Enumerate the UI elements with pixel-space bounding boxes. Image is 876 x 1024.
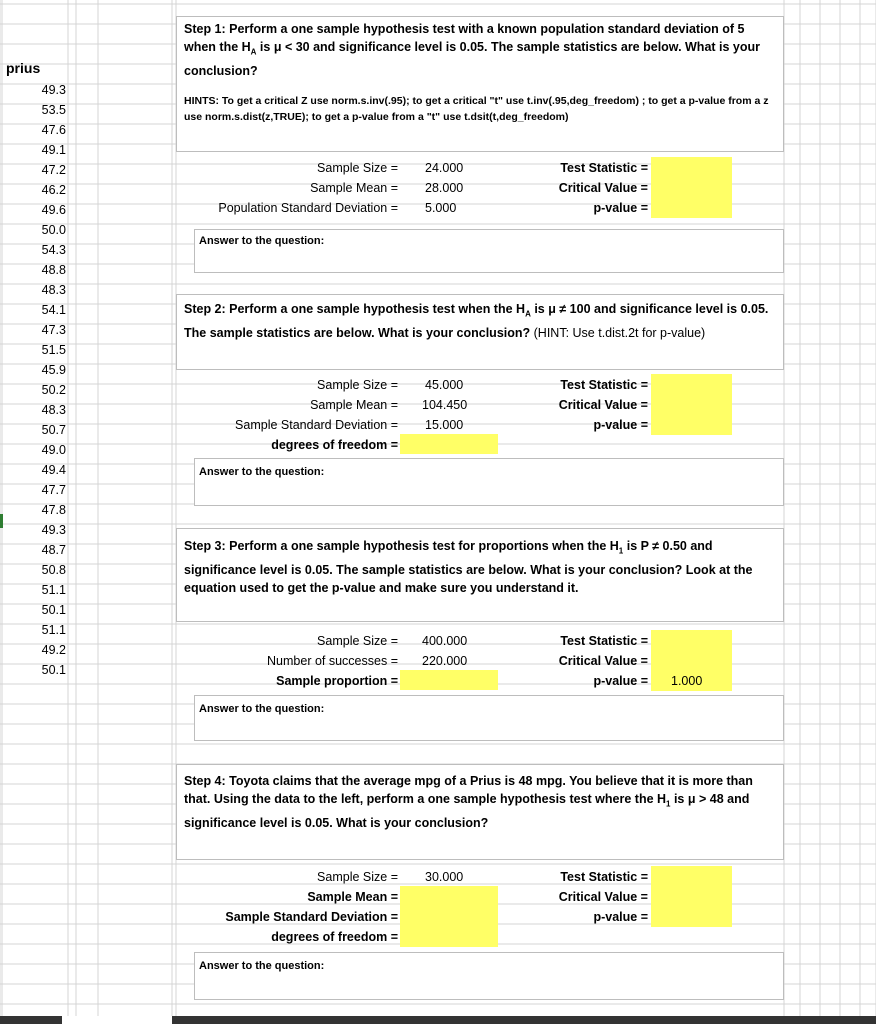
step2-question: Step 2: Perform a one sample hypothesis test when the $H_A$ is μ ≠ 100 and significance level is 0.05. The sample statistics are below. What is your conclusion? (HINT: Use t.dist.2t for p-value) (184, 302, 769, 340)
column-header-prius[interactable]: prius (6, 60, 41, 76)
prius-cell[interactable]: 47.6 (41, 123, 66, 137)
step3-value-sample-size[interactable]: 400.000 (422, 634, 468, 648)
step2-answer-cells[interactable] (651, 374, 732, 435)
step1-value-pop-sd[interactable]: 5.000 (425, 201, 457, 215)
prius-cell[interactable]: 53.5 (41, 103, 66, 117)
prius-cell[interactable]: 47.2 (41, 163, 66, 177)
prius-cell[interactable]: 50.0 (41, 223, 66, 237)
step1-answer-label: Answer to the question: (199, 235, 325, 247)
prius-cell[interactable]: 48.8 (41, 263, 66, 277)
prius-cell[interactable]: 49.2 (41, 643, 66, 657)
step4-question: Step 4: Toyota claims that the average mpg of a Prius is 48 mpg. You believe that it is more than that. Using the data to the left, perform a one sample hypothesis test where the $H_1$ is μ > 48 and significance level is 0.05. What is your conclusion? (184, 774, 753, 830)
prius-cell[interactable]: 45.9 (41, 363, 66, 377)
step2-df-cell[interactable] (400, 434, 498, 454)
prius-cell[interactable]: 51.1 (41, 623, 66, 637)
step3-label-p-value: p-value = (593, 674, 648, 688)
step1-hints: HINTS: To get a critical Z use norm.s.inv(.95); to get a critical "t" use t.inv(.95,deg_freedom) ; to get a p-value from a z use norm.s.dist(z,TRUE); to get a p-value from a "t" use t.dsit(t,deg_freedom) (184, 95, 769, 123)
prius-cell[interactable]: 49.3 (41, 523, 66, 537)
step1-label-sample-size: Sample Size = (317, 161, 398, 175)
step4-label-sample-mean: Sample Mean = (307, 890, 398, 904)
prius-cell[interactable]: 51.1 (41, 583, 66, 597)
step4-label-test-statistic: Test Statistic = (560, 870, 648, 884)
step3-question: Step 3: Perform a one sample hypothesis test for proportions when the $H_1$ is P ≠ 0.50 and significance level is 0.05. The sample statistics are below. What is your conclusion? Look at the equation used to get the p-value and make sure you understand it. (184, 539, 753, 595)
prius-cell[interactable]: 49.3 (41, 83, 66, 97)
prius-cell[interactable]: 50.1 (41, 603, 66, 617)
prius-cell[interactable]: 49.6 (41, 203, 66, 217)
step1-label-sample-mean: Sample Mean = (310, 181, 398, 195)
step4-answer-label: Answer to the question: (199, 960, 325, 972)
step2-label-test-statistic: Test Statistic = (560, 378, 648, 392)
sheet-tab-strip[interactable] (0, 1016, 62, 1024)
step2-label-sample-size: Sample Size = (317, 378, 398, 392)
prius-cell[interactable]: 50.8 (41, 563, 66, 577)
horizontal-scrollbar[interactable] (172, 1016, 876, 1024)
step2-value-sample-size[interactable]: 45.000 (425, 378, 464, 392)
step4-label-sample-sd: Sample Standard Deviation = (225, 910, 398, 924)
prius-cell[interactable]: 46.2 (41, 183, 66, 197)
prius-cell[interactable]: 50.7 (41, 423, 66, 437)
step3-label-sample-size: Sample Size = (317, 634, 398, 648)
step3-label-critical-value: Critical Value = (558, 654, 648, 668)
step1-answer-cells[interactable] (651, 157, 732, 218)
prius-cell[interactable]: 48.7 (41, 543, 66, 557)
step2-label-sample-sd: Sample Standard Deviation = (235, 418, 398, 432)
step4-stat-cells[interactable] (400, 886, 498, 947)
step4-label-df: degrees of freedom = (271, 930, 398, 944)
prius-cell[interactable]: 47.8 (41, 503, 66, 517)
prius-cell[interactable]: 48.3 (41, 283, 66, 297)
step4-label-p-value: p-value = (593, 910, 648, 924)
step3-label-successes: Number of successes = (267, 654, 398, 668)
step3-answer-label: Answer to the question: (199, 703, 325, 715)
step4-label-critical-value: Critical Value = (558, 890, 648, 904)
step3-label-sample-proportion: Sample proportion = (276, 674, 398, 688)
prius-cell[interactable]: 49.1 (41, 143, 66, 157)
step2-label-df: degrees of freedom = (271, 438, 398, 452)
prius-cell[interactable]: 50.1 (41, 663, 66, 677)
step1-label-pop-sd: Population Standard Deviation = (218, 201, 398, 215)
step4-value-sample-size[interactable]: 30.000 (425, 870, 464, 884)
step3-proportion-cell[interactable] (400, 670, 498, 690)
step2-answer-label: Answer to the question: (199, 466, 325, 478)
step3-label-test-statistic: Test Statistic = (560, 634, 648, 648)
prius-cell[interactable]: 51.5 (41, 343, 66, 357)
step2-label-sample-mean: Sample Mean = (310, 398, 398, 412)
step1-value-sample-size[interactable]: 24.000 (425, 161, 464, 175)
step1-label-critical-value: Critical Value = (558, 181, 648, 195)
prius-cell[interactable]: 49.0 (41, 443, 66, 457)
prius-cell[interactable]: 50.2 (41, 383, 66, 397)
step2-label-critical-value: Critical Value = (558, 398, 648, 412)
step1-value-sample-mean[interactable]: 28.000 (425, 181, 464, 195)
prius-cell[interactable]: 49.4 (41, 463, 66, 477)
prius-cell[interactable]: 47.3 (41, 323, 66, 337)
step2-label-p-value: p-value = (593, 418, 648, 432)
prius-cell[interactable]: 54.1 (41, 303, 66, 317)
prius-cell[interactable]: 47.7 (41, 483, 66, 497)
prius-cell[interactable]: 48.3 (41, 403, 66, 417)
step4-label-sample-size: Sample Size = (317, 870, 398, 884)
prius-cell[interactable]: 54.3 (41, 243, 66, 257)
step3-value-successes[interactable]: 220.000 (422, 654, 468, 668)
step1-label-test-statistic: Test Statistic = (560, 161, 648, 175)
step4-answer-cells[interactable] (651, 866, 732, 927)
step3-value-p-value[interactable]: 1.000 (671, 674, 703, 688)
step2-value-sample-mean[interactable]: 104.450 (422, 398, 468, 412)
step1-label-p-value: p-value = (593, 201, 648, 215)
step2-value-sample-sd[interactable]: 15.000 (425, 418, 464, 432)
step1-question: Step 1: Perform a one sample hypothesis test with a known population standard deviation of 5 when the $H_A$ is μ < 30 and significance level is 0.05. The sample statistics are below. What is your conclusion? (184, 22, 761, 78)
